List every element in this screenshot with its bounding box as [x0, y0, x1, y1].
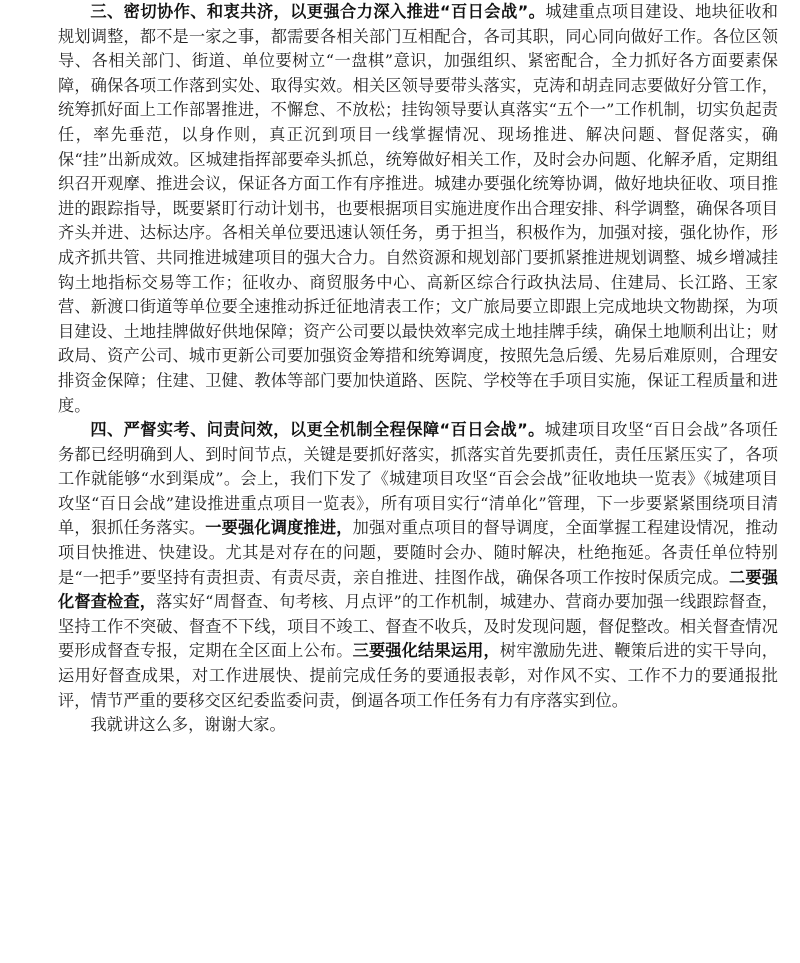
- section-3-body: 城建重点项目建设、地块征收和规划调整，都不是一家之事，都需要各相关部门互相配合，各司其职，同心同向做好工作。各位区领导、各相关部门、街道、单位要树立“一盘棋”意识，加强组织、紧密配合，全力抓好各方面要素保障，确保各项工作落到实处、取得实效。相关区领导要带头落实，克涛和胡垚同志要做好分管工作，统筹抓好面上工作部署推进，不懈怠、不放松；挂钩领导要认真落实“五个一”工作机制，切实负起责任，率先垂范，以身作则，真正沉到项目一线掌握情况、现场推进、解决问题、督促落实，确保“挂”出新成效。区城建指挥部要牵头抓总，统筹做好相关工作，及时会办问题、化解矛盾，定期组织召开观摩、推进会议，保证各方面工作有序推进。城建办要强化统筹协调，做好地块征收、项目推进的跟踪指导，既要紧盯行动计划书，也要根据项目实施进度作出合理安排、科学调整，确保各项目齐头并进、达标达序。各相关单位要迅速认领任务，勇于担当，积极作为，加强对接，强化协作，形成齐抓共管、共同推进城建项目的强大合力。自然资源和规划部门要抓紧推进规划调整、城乡增减挂钩土地指标交易等工作；征收办、商贸服务中心、高新区综合行政执法局、住建局、长江路、王家营、新渡口街道等单位要全速推动拆迁征地清表工作；文广旅局要立即跟上完成地块文物勘探，为项目建设、土地挂牌做好供地保障；资产公司要以最快效率完成土地挂牌手续，确保土地顺利出让；财政局、资产公司、城市更新公司要加强资金筹措和统筹调度，按照先急后缓、先易后难原则，合理安排资金保障；住建、卫健、教体等部门要加快道路、医院、学校等在手项目实施，保证工程质量和进度。: [58, 2, 779, 415]
- section-3-heading: 三、密切协作、和衷共济，以更强合力深入推进“百日会战”。: [90, 2, 546, 21]
- section-3-paragraph: [58, 0, 778, 418]
- document-page: [58, 0, 778, 738]
- point-3-heading: 三要强化结果运用，: [352, 641, 500, 661]
- closing-remark: 我就讲这么多，谢谢大家。: [90, 715, 286, 735]
- point-2-heading: 二要强化督查检查，: [58, 567, 778, 612]
- section-4-paragraph: [58, 418, 778, 713]
- point-2-body: 落实好“周督查、旬考核、月点评”的工作机制，城建办、营商办要加强一线跟踪督查，坚持工作不突破、督查不下线，项目不竣工、督查不收兵，及时发现问题，督促整改。相关督查情况要形成督查专报，定期在全区面上公布。: [58, 592, 778, 661]
- point-1-body: 加强对重点项目的督导调度，全面掌握工程建设情况，推动项目快推进、快建设。尤其是对存在的问题，要随时会办、随时解决，杜绝拖延。各责任单位特别是“一把手”要坚持有责担责、有责尽责，亲自推进、挂图作战，确保各项工作按时保质完成。: [58, 518, 779, 587]
- point-3-body: 树牢激励先进、鞭策后进的实干导向，运用好督查成果，对工作进展快、提前完成任务的要通报表彰，对作风不实、工作不力的要通报批评，情节严重的要移交区纪委监委问责，倒逼各项工作任务有力有序落实到位。: [58, 641, 778, 710]
- section-4-body-intro: 城建项目攻坚“百日会战”各项任务都已经明确到人、到时间节点，关键是要抓好落实，抓落实首先要抓责任，责任压紧压实了，各项工作就能够“水到渠成”。会上，我们下发了《城建项目攻坚“百会会战”征收地块一览表》《城建项目攻坚“百日会战”建设推进重点项目一览表》，所有项目实行“清单化”管理，下一步要紧紧围绕项目清单，狠抓任务落实。: [58, 420, 778, 538]
- section-4-heading: 四、严督实考、问责问效，以更全机制全程保障“百日会战”。: [90, 420, 545, 440]
- point-1-heading: 一要强化调度推进，: [205, 518, 353, 538]
